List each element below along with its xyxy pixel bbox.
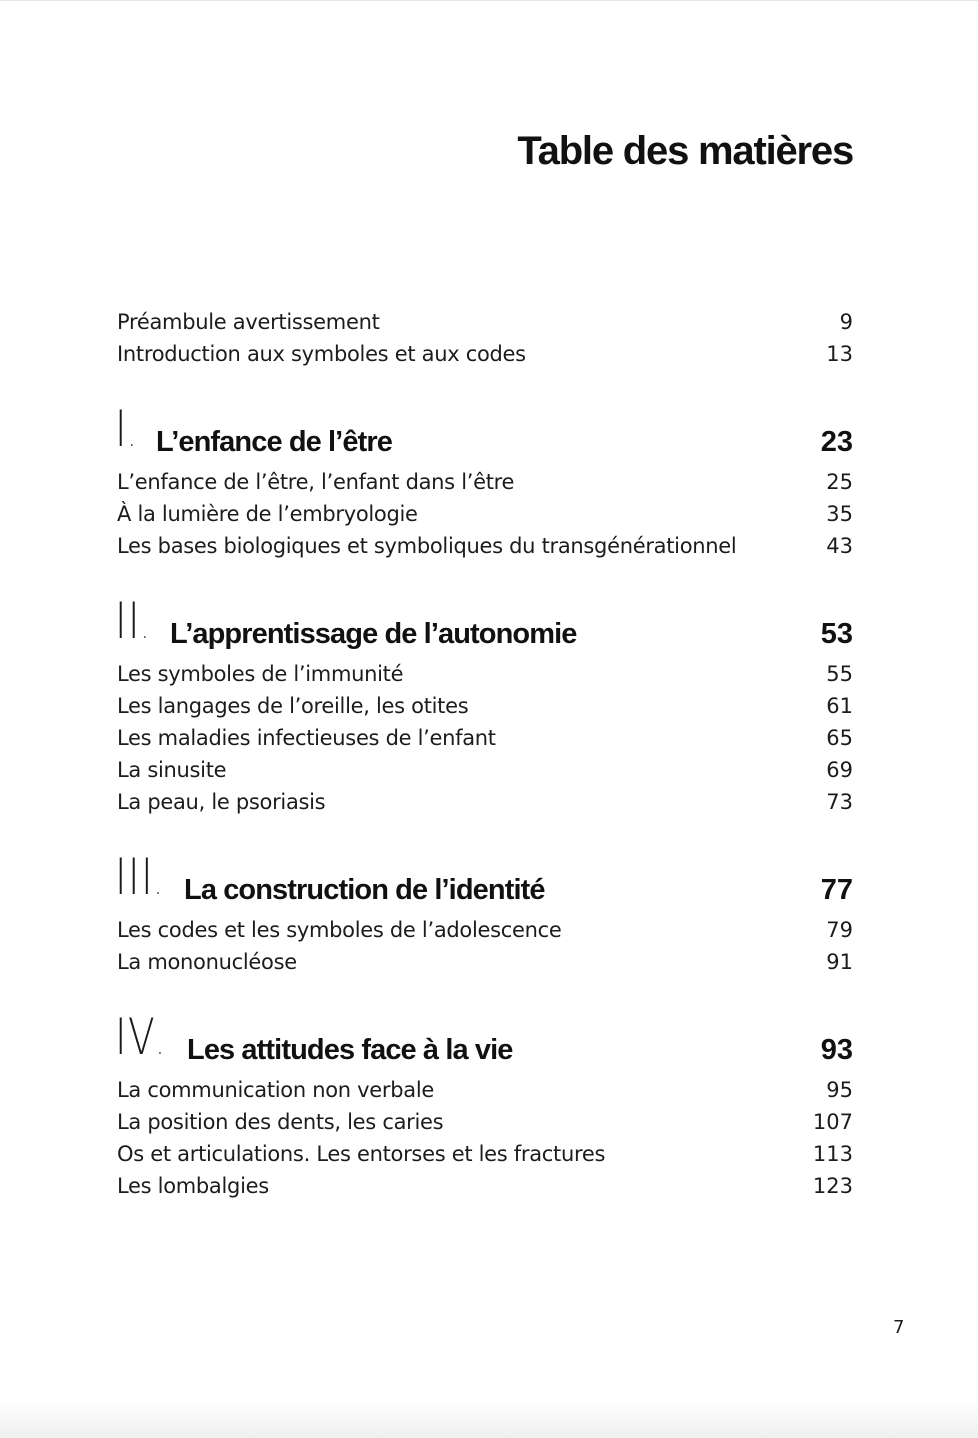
toc-entry[interactable]	[117, 722, 853, 754]
toc-entry-label: À la lumière de l’embryologie	[117, 502, 418, 526]
toc-entry-label: Les codes et les symboles de l’adolescence	[117, 918, 562, 942]
toc-entry-page: 43	[826, 534, 853, 558]
toc-entry[interactable]	[117, 338, 853, 370]
toc-entry-page: 35	[826, 502, 853, 526]
page-number: 7	[893, 1317, 905, 1338]
toc-entry[interactable]	[117, 1138, 853, 1170]
part-heading-3[interactable]	[115, 848, 853, 914]
toc-entry-label: La position des dents, les caries	[117, 1110, 444, 1134]
toc-entry-label: Os et articulations. Les entorses et les fractures	[117, 1142, 606, 1166]
toc-entry-page: 91	[826, 950, 853, 974]
part-page: 77	[820, 874, 853, 906]
toc-entry[interactable]	[117, 754, 853, 786]
toc-entry-label: La peau, le psoriasis	[117, 790, 326, 814]
toc-entry-page: 123	[812, 1174, 853, 1198]
toc-entry[interactable]	[117, 658, 853, 690]
toc-entry[interactable]	[117, 1170, 853, 1202]
toc-entry-page: 95	[826, 1078, 853, 1102]
part-numeral: IV.	[115, 1008, 166, 1066]
toc-entry-page: 73	[826, 790, 853, 814]
toc-entry-label: La communication non verbale	[117, 1078, 434, 1102]
page-bottom-shadow	[0, 1398, 978, 1438]
part-page: 93	[820, 1034, 853, 1066]
toc-entry-label: Préambule avertissement	[117, 310, 380, 334]
toc-entry[interactable]	[117, 914, 853, 946]
toc-entry-label: Les symboles de l’immunité	[117, 662, 404, 686]
toc-entry[interactable]	[117, 1106, 853, 1138]
toc-entry-label: Les langages de l’oreille, les otites	[117, 694, 469, 718]
toc-entry-page: 55	[826, 662, 853, 686]
toc-entry-label: La sinusite	[117, 758, 227, 782]
toc-entry-label: Les lombalgies	[117, 1174, 269, 1198]
toc-entry-page: 69	[826, 758, 853, 782]
toc-entry-label: L’enfance de l’être, l’enfant dans l’être	[117, 470, 515, 494]
part-title: La construction de l’identité	[184, 874, 545, 906]
part-heading-2[interactable]	[115, 592, 853, 658]
toc-entry[interactable]	[117, 946, 853, 978]
toc-entry[interactable]	[117, 498, 853, 530]
toc-entry[interactable]	[117, 690, 853, 722]
part-numeral: II.	[115, 592, 151, 650]
toc-entry-page: 113	[812, 1142, 853, 1166]
toc-entry[interactable]	[117, 306, 853, 338]
toc-entry-page: 107	[812, 1110, 853, 1134]
part-title: L’enfance de l’être	[156, 426, 392, 458]
part-title: L’apprentissage de l’autonomie	[170, 618, 577, 650]
toc-entry-page: 13	[826, 342, 853, 366]
part-numeral: III.	[115, 848, 164, 906]
toc-entry-label: Les maladies infectieuses de l’enfant	[117, 726, 496, 750]
page-title: Table des matières	[517, 129, 853, 173]
toc-entry-label: Introduction aux symboles et aux codes	[117, 342, 526, 366]
toc-entry[interactable]	[117, 1074, 853, 1106]
part-numeral: I.	[115, 400, 138, 458]
part-page: 53	[820, 618, 853, 650]
toc-entry-page: 25	[826, 470, 853, 494]
part-heading-1[interactable]	[115, 400, 853, 466]
toc-entry[interactable]	[117, 530, 853, 562]
part-page: 23	[820, 426, 853, 458]
toc-entry-page: 79	[826, 918, 853, 942]
toc-entry-page: 61	[826, 694, 853, 718]
toc-entry-label: Les bases biologiques et symboliques du transgénérationnel	[117, 534, 737, 558]
toc-entry-label: La mononucléose	[117, 950, 297, 974]
toc-entry[interactable]	[117, 786, 853, 818]
part-title: Les attitudes face à la vie	[187, 1034, 513, 1066]
toc-entry[interactable]	[117, 466, 853, 498]
toc-entry-page: 65	[826, 726, 853, 750]
toc-entry-page: 9	[839, 310, 853, 334]
part-heading-4[interactable]	[115, 1008, 853, 1074]
